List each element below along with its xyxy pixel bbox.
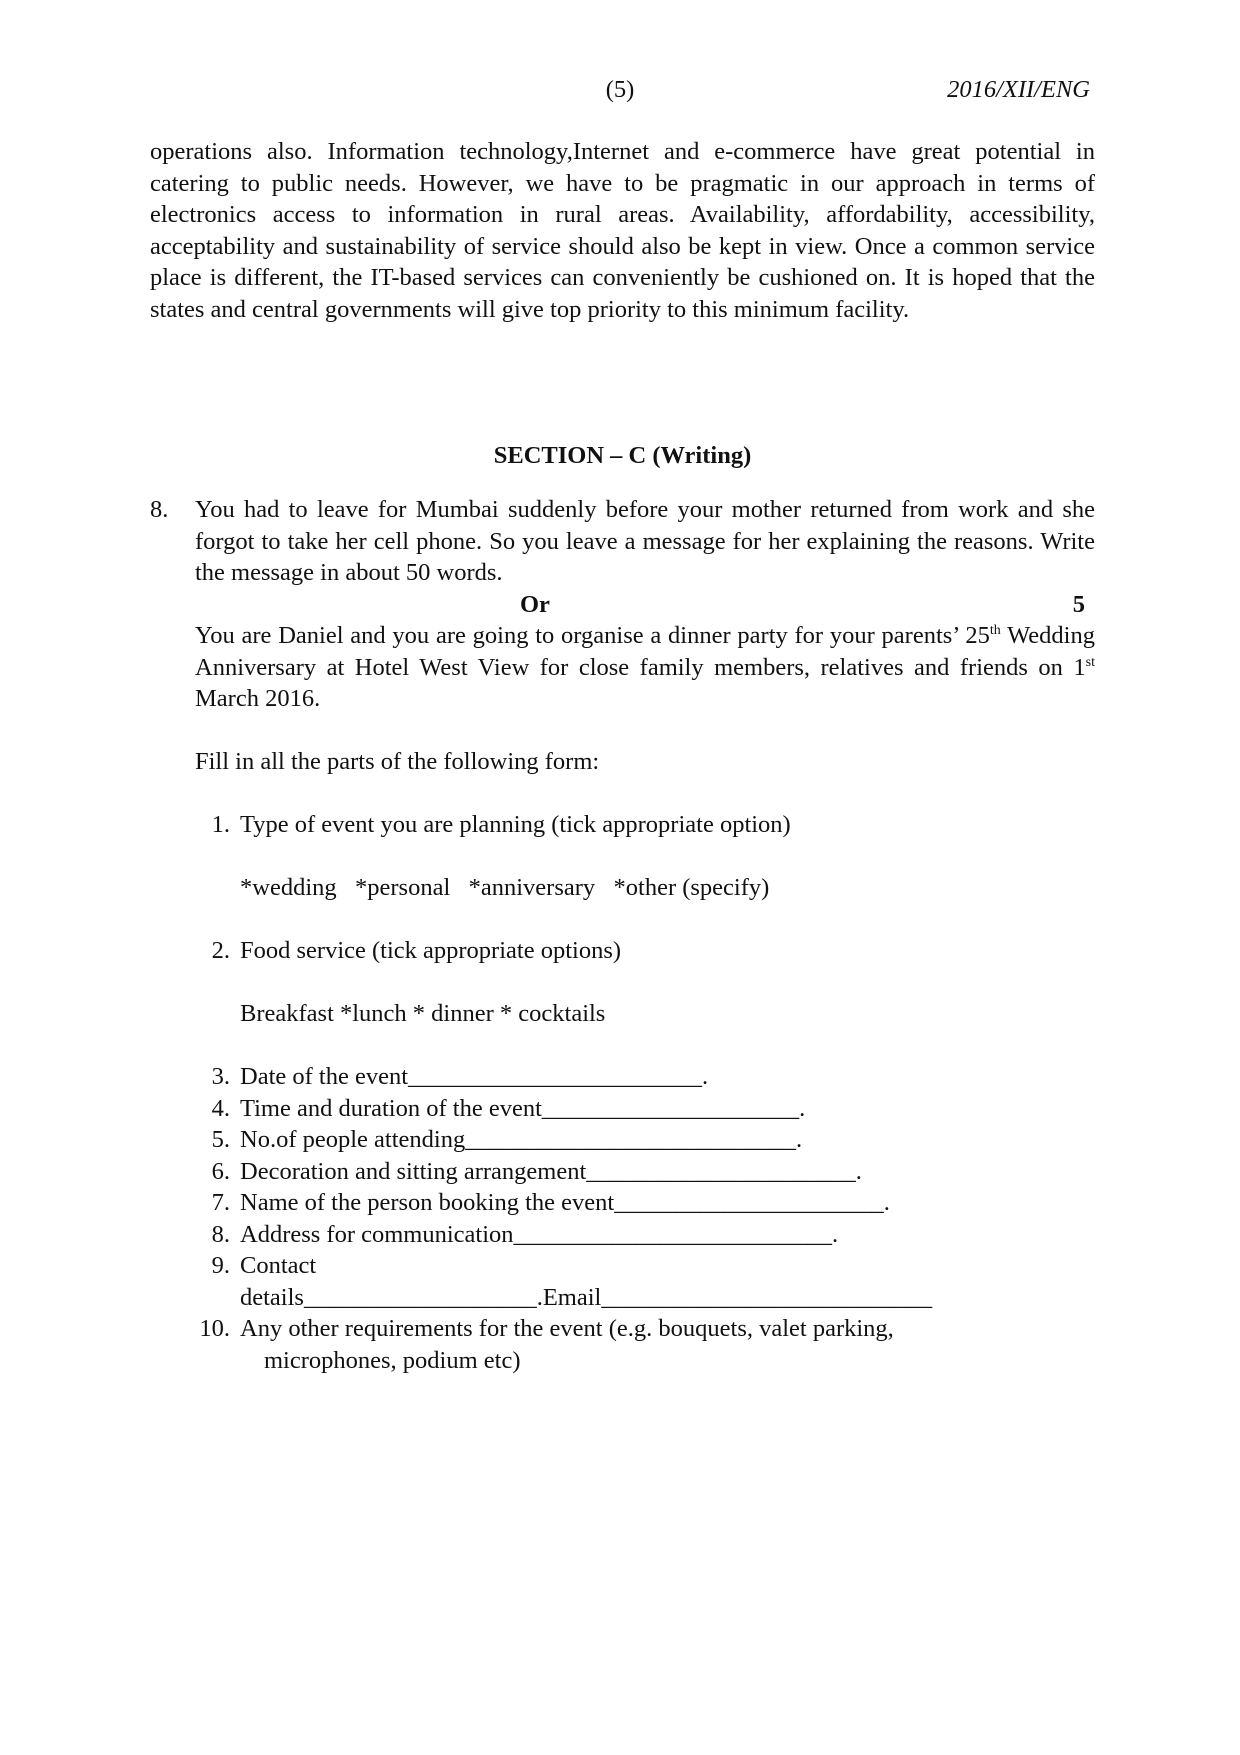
item-number: 1. <box>211 811 230 838</box>
alt-prompt-part-3: March 2016. <box>195 685 321 712</box>
item-number: 4. <box>211 1094 230 1122</box>
marks-label: 5 <box>1072 590 1085 618</box>
item-text: Date of the event________________________. <box>240 1063 709 1090</box>
item-text: Contact <box>240 1252 317 1279</box>
item-text: Type of event you are planning (tick appropriate option) <box>240 811 791 838</box>
item-text: Name of the person booking the event______________________. <box>240 1189 890 1216</box>
question-8 <box>150 494 1095 1376</box>
form-item <box>195 1187 1095 1219</box>
form-item <box>195 1124 1095 1156</box>
page-number: (5) <box>605 76 635 103</box>
item-number: 10. <box>199 1315 230 1342</box>
item-text-continued: details___________________.Email___________________________ <box>240 1283 933 1311</box>
item-text: No.of people attending___________________________. <box>240 1126 803 1153</box>
question-body <box>195 494 1095 1376</box>
ordinal-suffix: th <box>989 622 1001 638</box>
item-number: 8. <box>211 1220 230 1248</box>
alternative-prompt <box>195 620 1095 715</box>
form-item <box>195 1313 1095 1376</box>
form-item <box>195 809 1095 841</box>
food-service-options: Breakfast *lunch * dinner * cocktails <box>240 1000 606 1027</box>
item-number: 6. <box>211 1157 230 1185</box>
question-number: 8. <box>150 496 169 523</box>
form-item <box>195 935 1095 967</box>
passage-paragraph: operations also. Information technology,Internet and e-commerce have great potential in catering to public needs. However, we have to be pragmatic in our approach in terms of electronics access to information in rural areas. Availability, affordability, accessibility, acceptability and sustainability of service should also be kept in view. Once a common service place is different, the IT-based services can conveniently be cushioned on. It is hoped that the states and central governments will give top priority to this minimum facility. <box>150 138 1095 323</box>
alt-prompt-part-1: You are Daniel and you are going to organise a dinner party for your parents’ 25 <box>195 622 990 649</box>
ordinal-suffix: st <box>1085 654 1095 670</box>
form-item <box>195 1156 1095 1188</box>
section-title: SECTION – C (Writing) <box>493 442 752 469</box>
item-text: Time and duration of the event_____________________. <box>240 1094 806 1122</box>
form-instruction: Fill in all the parts of the following form: <box>195 748 600 775</box>
alt-prompt-part-2: Wedding Anniversary at Hotel West View for close family members, relatives and friends on 1 <box>195 622 1095 681</box>
form-item <box>195 1219 1095 1251</box>
item-text-continued: microphones, podium etc) <box>264 1346 521 1374</box>
form-item <box>195 1250 1095 1313</box>
form-item <box>195 1093 1095 1125</box>
item-number: 7. <box>211 1189 230 1216</box>
item-number: 2. <box>211 937 230 964</box>
item-number: 5. <box>211 1126 230 1153</box>
event-type-options: *wedding *personal *anniversary *other (specify) <box>240 874 770 901</box>
or-row <box>195 589 1095 621</box>
question-prompt: You had to leave for Mumbai suddenly before your mother returned from work and she forgot to take her cell phone. So you leave a message for her explaining the reasons. Write the message in about 50 words. <box>195 496 1095 586</box>
item-text: Decoration and sitting arrangement______________________. <box>240 1157 862 1185</box>
item-number: 9. <box>211 1252 230 1279</box>
item-text: Any other requirements for the event (e.g. bouquets, valet parking, <box>240 1315 894 1342</box>
form-item <box>195 1061 1095 1093</box>
or-divider: Or <box>520 590 550 618</box>
item-text: Food service (tick appropriate options) <box>240 937 622 964</box>
item-number: 3. <box>211 1063 230 1090</box>
paper-code: 2016/XII/ENG <box>947 76 1090 103</box>
item-text: Address for communication__________________________. <box>240 1220 839 1248</box>
